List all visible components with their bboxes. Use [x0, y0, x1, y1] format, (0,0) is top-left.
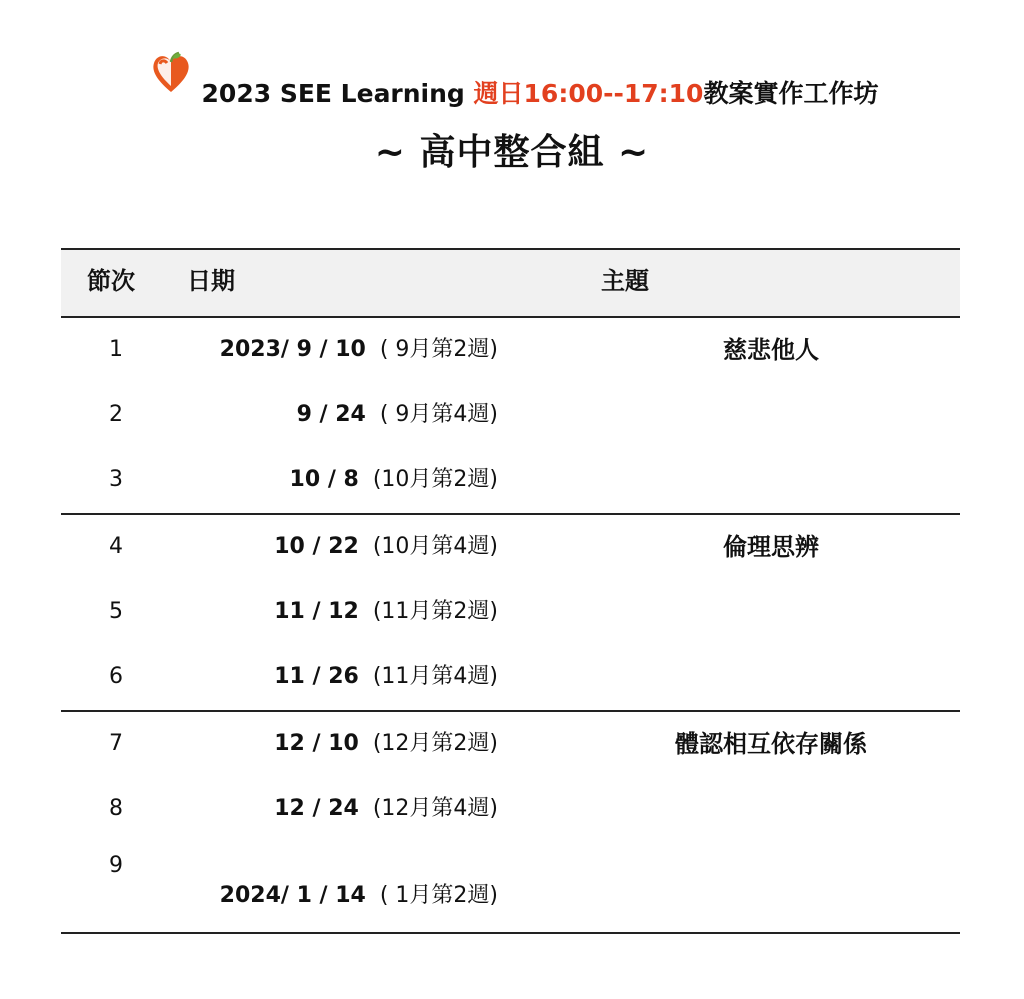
session-date-cell	[274, 596, 498, 628]
session-date-cell	[220, 334, 498, 366]
column-header-topic: 主題	[601, 267, 649, 295]
session-number: 4	[109, 534, 123, 559]
schedule-table	[61, 248, 960, 934]
session-date-cell	[274, 793, 498, 825]
session-date: 10 / 8	[289, 467, 359, 492]
session-date: 12 / 10	[274, 731, 359, 756]
table-row	[61, 515, 960, 580]
session-week-note: (10月第4週)	[372, 534, 498, 559]
table-row	[61, 383, 960, 448]
session-date: 2024/ 1 / 14	[219, 883, 366, 908]
session-date-cell	[274, 661, 498, 693]
session-week-note: (12月第2週)	[372, 731, 498, 756]
session-number: 3	[109, 467, 123, 492]
workshop-title	[202, 76, 879, 112]
session-date-cell	[290, 464, 498, 496]
topic-group	[61, 318, 960, 515]
session-week-note: (11月第2週)	[372, 599, 498, 624]
session-date-cell	[220, 880, 498, 912]
session-week-note: (10月第2週)	[372, 467, 498, 492]
session-date-cell	[297, 399, 498, 431]
topic-group	[61, 712, 960, 934]
column-header-date: 日期	[187, 267, 235, 295]
session-number: 1	[109, 337, 123, 362]
session-date-cell	[274, 728, 498, 760]
table-row	[61, 777, 960, 842]
heart-apple-logo-icon	[146, 50, 196, 100]
session-number: 6	[109, 664, 123, 689]
table-row	[61, 448, 960, 513]
session-week-note: ( 1月第2週)	[379, 883, 498, 908]
title-suffix: 教案實作工作坊	[703, 79, 879, 108]
group-topic: 倫理思辨	[723, 533, 819, 561]
title-time: 週日16:00--17:10	[473, 79, 704, 108]
table-row	[61, 712, 960, 777]
session-date: 10 / 22	[274, 534, 359, 559]
session-date: 11 / 12	[274, 599, 359, 624]
session-date-cell	[274, 531, 498, 563]
session-week-note: ( 9月第2週)	[379, 337, 498, 362]
group-topic: 慈悲他人	[723, 336, 819, 364]
topic-group	[61, 515, 960, 712]
table-row	[61, 318, 960, 383]
column-header-session: 節次	[87, 267, 135, 295]
session-number: 5	[109, 599, 123, 624]
session-number: 7	[109, 731, 123, 756]
page-subtitle: ~ 高中整合組 ~	[374, 132, 650, 173]
table-row	[61, 842, 960, 932]
group-topic: 體認相互依存關係	[675, 730, 867, 758]
title-prefix: 2023 SEE Learning	[201, 79, 474, 108]
session-date: 11 / 26	[274, 664, 359, 689]
table-header	[61, 248, 960, 318]
session-week-note: (11月第4週)	[372, 664, 498, 689]
session-date: 9 / 24	[296, 402, 366, 427]
session-number: 9	[109, 853, 123, 878]
session-number: 8	[109, 796, 123, 821]
workshop-title-line	[0, 62, 1024, 112]
session-week-note: ( 9月第4週)	[379, 402, 498, 427]
session-number: 2	[109, 402, 123, 427]
table-row	[61, 580, 960, 645]
session-week-note: (12月第4週)	[372, 796, 498, 821]
session-date: 12 / 24	[274, 796, 359, 821]
session-date: 2023/ 9 / 10	[219, 337, 366, 362]
table-row	[61, 645, 960, 710]
